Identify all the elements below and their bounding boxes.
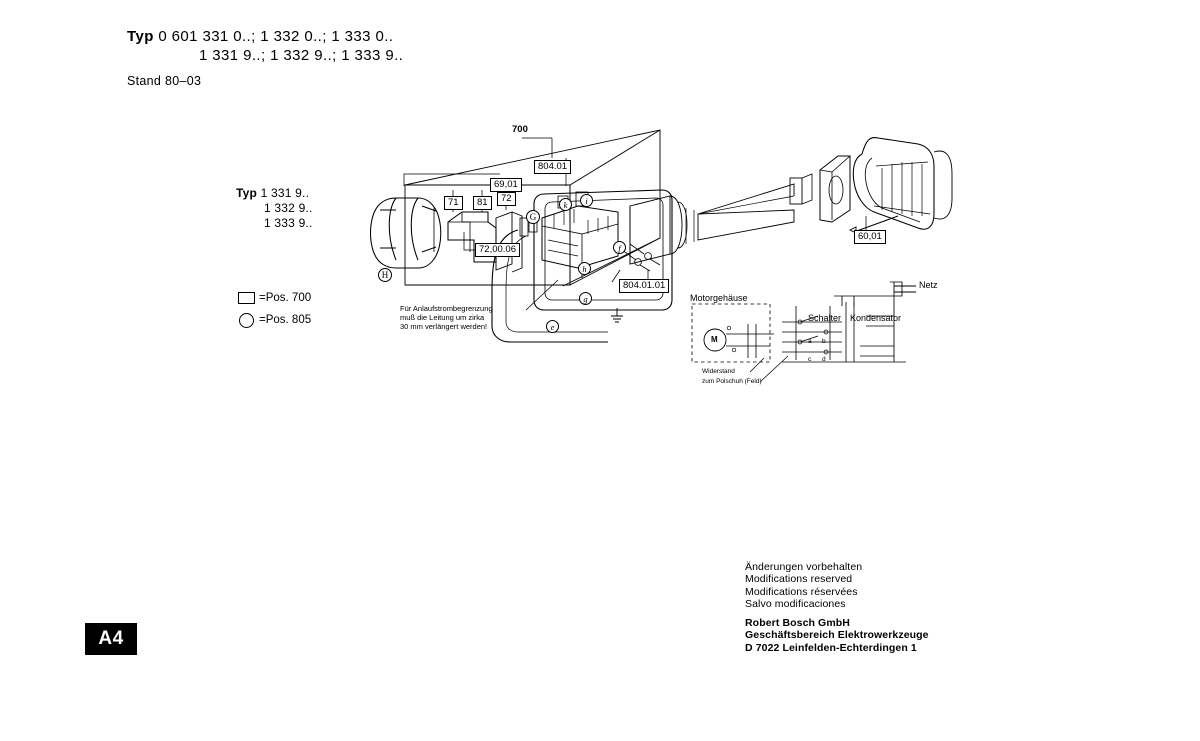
schematic-label-schalter: Schalter (808, 313, 842, 323)
legend-label-pos805: =Pos. 805 (259, 314, 312, 326)
schematic-terminal-a: a (808, 338, 812, 345)
footer-company-3: D 7022 Leinfelden-Echterdingen 1 (745, 641, 917, 654)
header-block (127, 28, 403, 64)
callout-804-01-01: 804.01.01 (619, 279, 669, 293)
header-typ-numbers-1: 0 601 331 0..; 1 332 0..; 1 333 0.. (158, 28, 394, 45)
letter-bubble-h: h (578, 262, 591, 275)
callout-72: 72 (497, 192, 516, 206)
letter-bubble-f: f (613, 241, 626, 254)
letter-bubble-i: i (580, 194, 593, 207)
typ-variant-row-1: 1 331 9.. (260, 186, 310, 200)
letter-bubble-k: k (559, 198, 572, 211)
schematic-label-polschuh: zum Polschuh (Feld) (702, 378, 762, 385)
note-line-3: 30 mm verlängert werden! (400, 322, 488, 331)
header-typ-label: Typ (127, 28, 154, 45)
circle-marker-icon (239, 313, 254, 328)
letter-bubble-H: H (378, 268, 392, 282)
footer-company-2: Geschäftsbereich Elektrowerkzeuge (745, 629, 929, 642)
typ-variant-row-3: 1 333 9.. (264, 216, 313, 230)
letter-bubble-g: g (579, 292, 592, 305)
header-line-2 (199, 47, 403, 64)
schematic-label-motor: M (711, 335, 718, 344)
legend-item-pos700 (238, 287, 311, 309)
typ-variant-list (236, 186, 313, 231)
schematic-terminal-d: d (822, 356, 826, 363)
legend (238, 287, 311, 331)
callout-69-01: 69,01 (490, 178, 522, 192)
footer-block (745, 561, 929, 654)
header-line-1 (127, 28, 403, 45)
exploded-view-drawing (330, 110, 970, 400)
callout-72-00-06: 72,00.06 (475, 243, 520, 257)
footer-company-1: Robert Bosch GmbH (745, 617, 850, 630)
schematic-terminal-b: b (822, 338, 826, 345)
schematic-label-kondensator: Kondensator (850, 313, 902, 323)
schematic-terminal-c: c (808, 356, 812, 363)
drawing-vectors (330, 110, 970, 400)
footer-line-4: Salvo modificaciones (745, 597, 846, 610)
stand-date: Stand 80–03 (127, 74, 202, 88)
typ-variant-label: Typ (236, 186, 258, 200)
footer-line-1: Änderungen vorbehalten (745, 561, 863, 573)
legend-item-pos805 (238, 309, 311, 331)
typ-variant-row-2: 1 332 9.. (264, 201, 313, 215)
callout-81: 81 (473, 196, 492, 210)
schematic-label-widerstand: Widerstand (702, 368, 735, 375)
note-line-2: muß die Leitung um zirka (400, 313, 485, 322)
page-tag: A4 (85, 623, 137, 655)
square-marker-icon (238, 292, 255, 304)
note-line-1: Für Anlaufstrombegrenzung (400, 304, 493, 313)
legend-label-pos700: =Pos. 700 (259, 292, 312, 304)
callout-700: 700 (512, 124, 528, 135)
schematic-label-motorgehaeuse: Motorgehäuse (690, 293, 748, 303)
schematic-label-netz: Netz (919, 280, 938, 290)
callout-71: 71 (444, 196, 463, 210)
header-typ-numbers-2: 1 331 9..; 1 332 9..; 1 333 9.. (199, 47, 404, 64)
footer-line-3: Modifications réservées (745, 585, 858, 598)
note-text (400, 304, 493, 331)
footer-line-2: Modifications reserved (745, 573, 853, 586)
letter-bubble-e: e (546, 320, 559, 333)
callout-60-01: 60,01 (854, 230, 886, 244)
callout-804-01: 804.01 (534, 160, 571, 174)
letter-bubble-G: G (526, 210, 540, 224)
